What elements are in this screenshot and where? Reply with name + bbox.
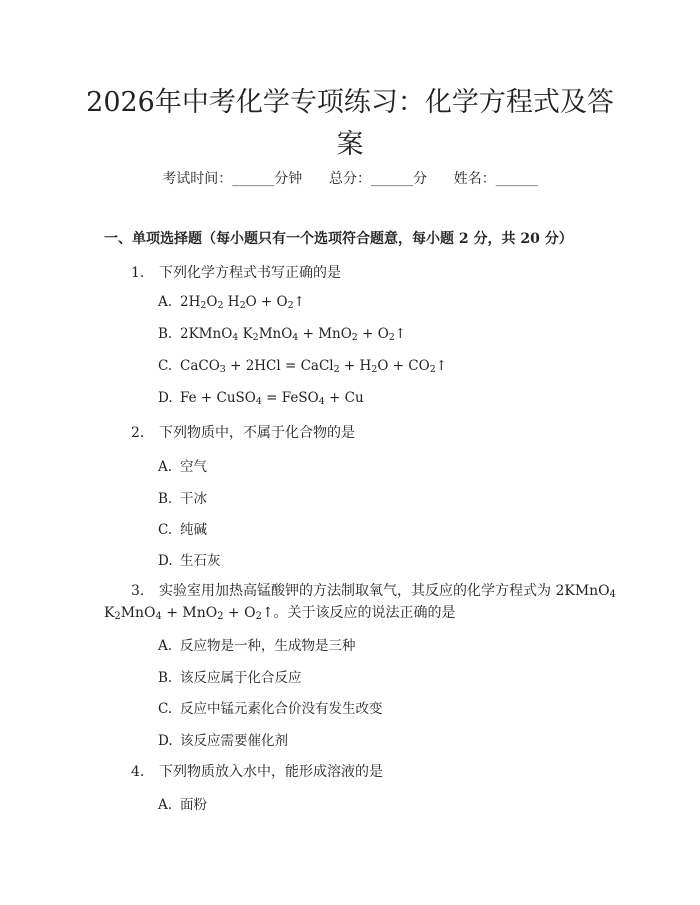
option-letter: B.: [158, 670, 173, 686]
question-number: 1.: [131, 265, 145, 281]
option-text: $2H_2O_2$ $H_2O$ + $O_2↑$: [180, 294, 305, 311]
option-letter: D.: [158, 553, 173, 569]
question-4: [131, 761, 383, 781]
question-stem: 下列化学方程式书写正确的是: [159, 265, 341, 281]
option-text: 反应物是一种，生成物是三种: [180, 638, 356, 654]
q2-option-d: [158, 549, 221, 569]
option-letter: C.: [158, 701, 173, 717]
question-3: [131, 580, 616, 600]
option-text: 面粉: [180, 797, 207, 813]
q3-option-b: [158, 666, 302, 686]
option-text: 干冰: [180, 491, 207, 507]
option-text: 该反应需要催化剂: [180, 733, 288, 749]
option-letter: B.: [158, 326, 173, 342]
question-stem-line1: 实验室用加热高锰酸钾的方法制取氧气，其反应的化学方程式为 2KMnO$_4$: [159, 583, 616, 600]
question-stem-line2: $K_2MnO_4 + MnO_2$ + $O_2↑$。关于该反应的说法正确的是: [104, 605, 456, 622]
option-text: 空气: [180, 459, 207, 475]
question-3-continued: [104, 602, 456, 622]
option-letter: D.: [158, 733, 173, 749]
q2-option-a: [158, 455, 207, 475]
q3-option-d: [158, 729, 288, 749]
exam-info-line: 考试时间：______分钟 总分：______分 姓名：______: [162, 171, 538, 187]
question-number: 3.: [131, 583, 145, 599]
option-letter: A.: [158, 638, 173, 654]
q4-option-a: [158, 793, 207, 813]
question-number: 2.: [131, 425, 145, 441]
question-stem: 下列物质中，不属于化合物的是: [159, 425, 355, 441]
q3-option-c: [158, 697, 383, 717]
option-letter: C.: [158, 358, 173, 374]
option-letter: D.: [158, 390, 173, 406]
q2-option-b: [158, 487, 207, 507]
question-2: [131, 422, 355, 442]
question-number: 4.: [131, 764, 145, 780]
option-letter: A.: [158, 459, 173, 475]
option-letter: B.: [158, 491, 173, 507]
q1-option-a: [158, 294, 305, 310]
question-stem: 下列物质放入水中，能形成溶液的是: [159, 764, 383, 780]
option-text: 该反应属于化合反应: [180, 670, 302, 686]
q1-option-d: [158, 390, 364, 406]
q2-option-c: [158, 518, 207, 538]
option-letter: A.: [158, 294, 173, 310]
option-text: 生石灰: [180, 553, 221, 569]
q1-option-b: [158, 326, 406, 342]
option-text: 反应中锰元素化合价没有发生改变: [180, 701, 383, 717]
option-text: 2KMnO$_4$ $K_2MnO_4 + MnO_2$ + $O_2↑$: [180, 326, 407, 343]
option-text: CaCO$_3$ + 2HCl = CaCl$_2$ + $H_2O$ + $CO_2↑$: [180, 358, 448, 375]
question-1: [131, 262, 341, 282]
document-title: 2026年中考化学专项练习：化学方程式及答案: [86, 87, 614, 160]
option-letter: A.: [158, 797, 173, 813]
option-text: Fe + CuSO$_4$ = FeSO$_4$ + Cu: [180, 390, 364, 407]
q3-option-a: [158, 634, 356, 654]
option-letter: C.: [158, 522, 173, 538]
q1-option-c: [158, 358, 447, 374]
section-heading: 一、单项选择题（每小题只有一个选项符合题意，每小题 2 分，共 20 分）: [104, 231, 573, 247]
option-text: 纯碱: [180, 522, 207, 538]
